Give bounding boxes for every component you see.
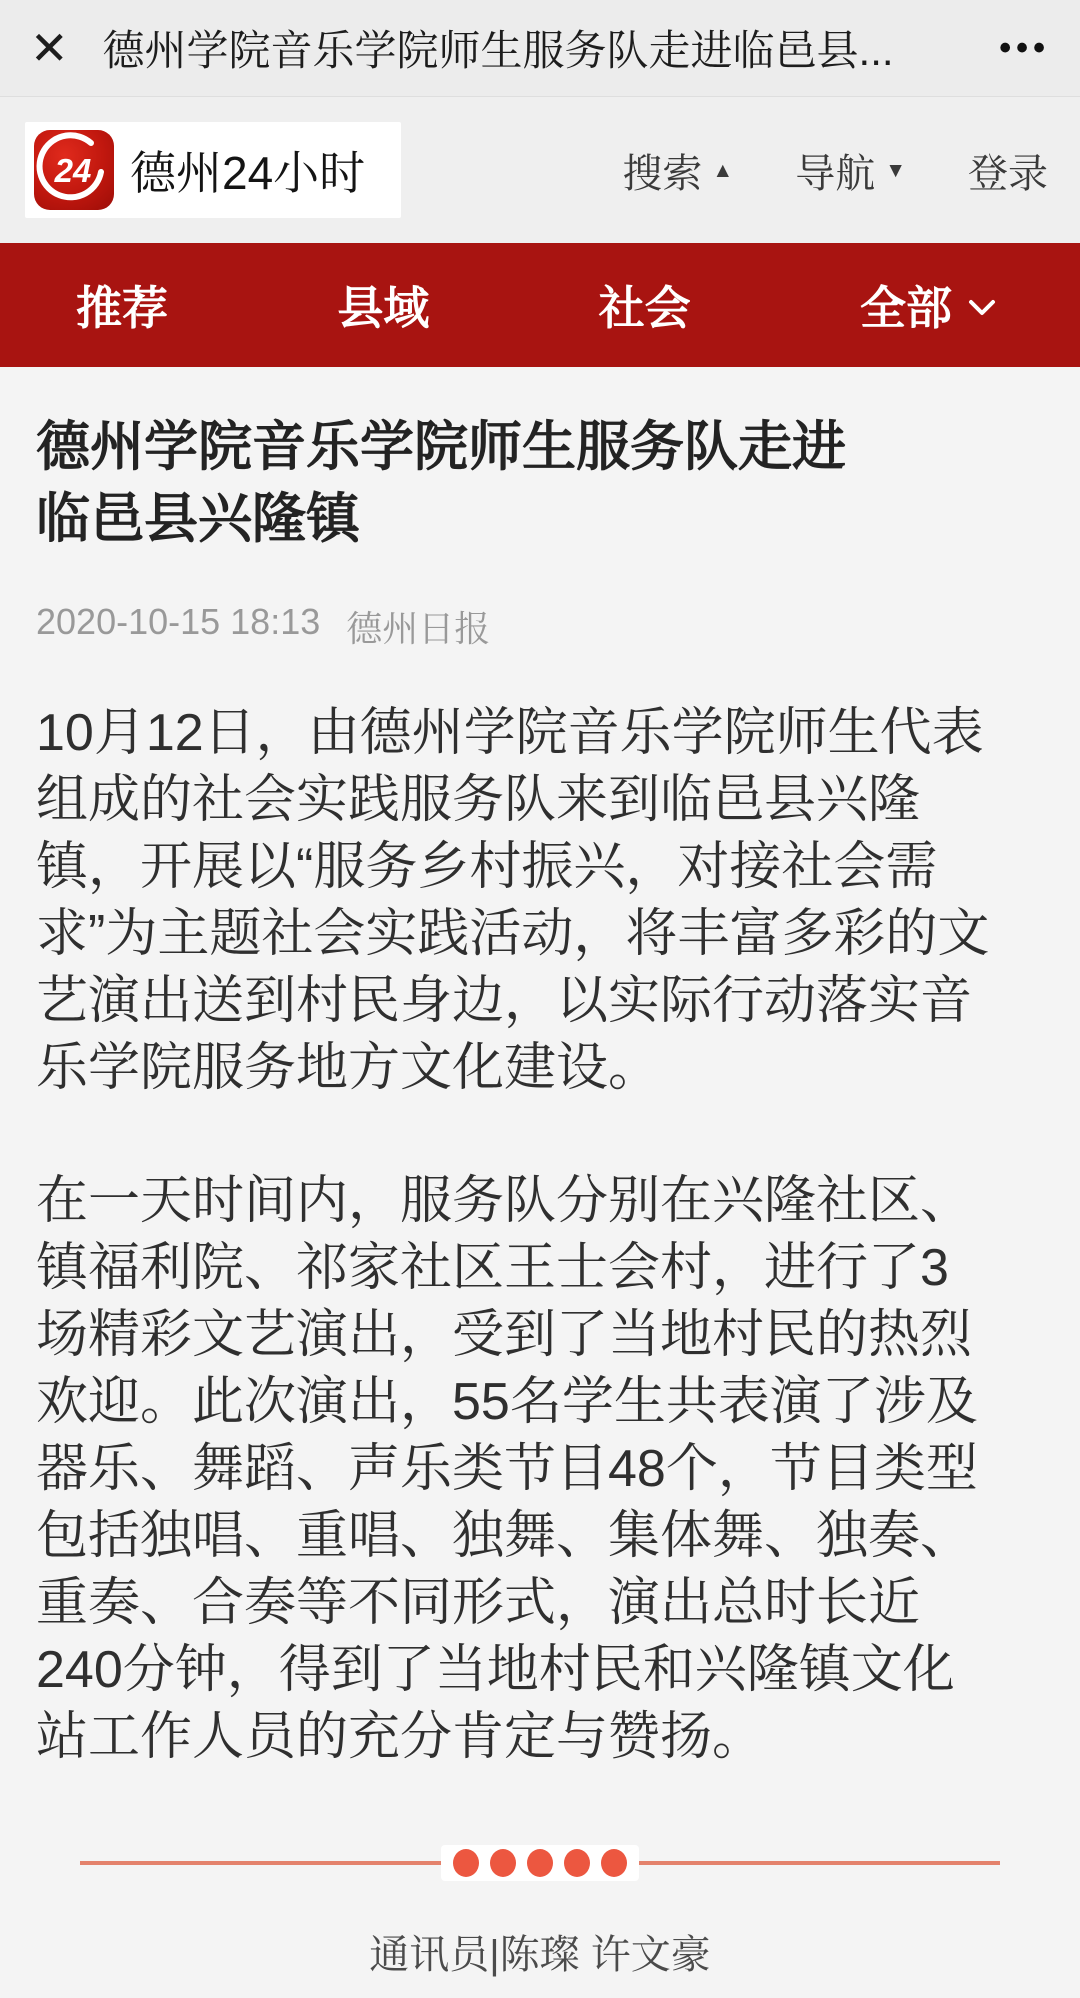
article-paragraph: 在一天时间内，服务队分别在兴隆社区、镇福利院、祁家社区王士会村，进行了3场精彩文艺演出，受到了当地村民的热烈欢迎。此次演出，55名学生共表演了涉及器乐、舞蹈、声乐类节目48个，节目类型包括独唱、重唱、独舞、集体舞、独奏、重奏、合奏等不同形式，演出总时长近240分钟，得到了当地村民和兴隆镇文化站工作人员的充分肯定与赞扬。 [36,1172,978,1766]
category-nav [0,243,1080,367]
nav-label: 导航 [795,151,876,196]
wechat-titlebar [0,0,1080,97]
tab-county[interactable]: 县域 [337,282,430,334]
article [0,411,1080,1980]
login-label: 登录 [968,151,1048,196]
section-divider [80,1845,1000,1881]
publish-date: 2020-10-15 18:13 [36,601,321,642]
correspondent-credit: 通讯员|陈璨 许文豪 [369,1933,711,1977]
site-header [0,97,1080,243]
article-source: 德州日报 [346,608,491,649]
login-link[interactable] [968,142,1048,199]
nav-toggle-link[interactable] [795,142,906,199]
chevron-down-icon [966,297,998,319]
article-paragraph: 10月12日，由德州学院音乐学院师生代表组成的社会实践服务队来到临邑县兴隆镇，开展以“服务乡村振兴，对接社会需求”为主题社会实践活动，将丰富多彩的文艺演出送到村民身边，以实际行动落实音乐学院服务地方文化建设。 [36,704,990,1097]
divider-dots-icon [441,1845,639,1881]
dezhou24-logo-icon [34,130,114,210]
header-links [622,142,1048,199]
site-brand[interactable] [25,122,401,218]
tab-society[interactable]: 社会 [598,282,691,334]
page-title-truncated: 德州学院音乐学院师生服务队走进临邑县... [102,27,894,74]
tab-all-label: 全部 [859,282,952,334]
search-label: 搜索 [622,151,703,196]
triangle-up-icon: ▲ [712,158,734,182]
triangle-down-icon: ▼ [885,158,906,182]
more-menu-icon[interactable]: ••• [999,28,1050,67]
article-title: 德州学院音乐学院师生服务队走进临邑县兴隆镇 [36,417,846,549]
logo-24-text: 24 [54,152,92,189]
article-meta [36,601,1044,652]
site-name: 德州24小时 [130,147,366,199]
tab-all[interactable] [860,272,998,338]
tab-recommended[interactable]: 推荐 [76,282,168,334]
close-icon[interactable]: ✕ [30,22,69,74]
search-link[interactable] [622,142,733,199]
